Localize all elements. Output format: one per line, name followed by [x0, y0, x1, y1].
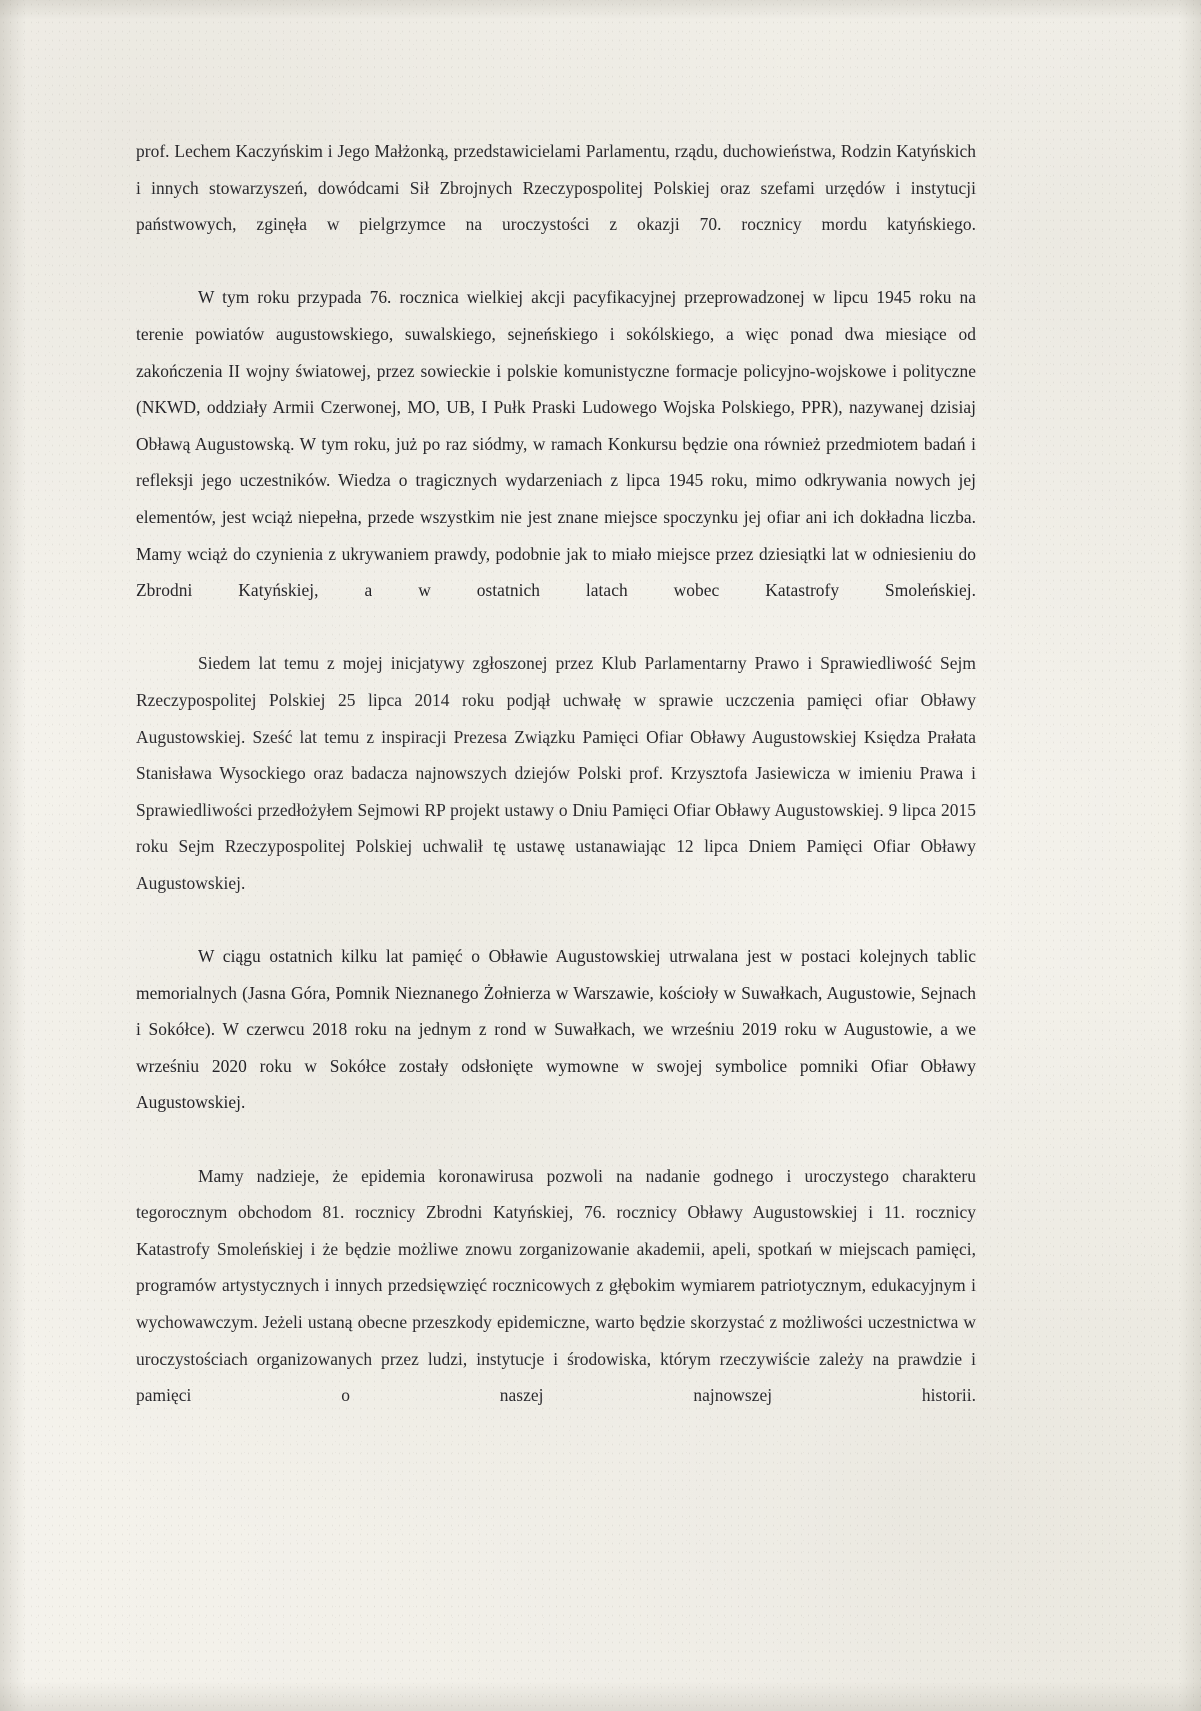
paragraph-2: W tym roku przypada 76. rocznica wielkiej akcji pacyfikacyjnej przeprowadzonej w lipcu 1945 roku na terenie powiatów augustowskiego, suwalskiego, sejneńskiego i sokólskiego, a więc ponad dwa miesiące od zakończenia II wojny światowej, przez sowieckie i polskie komunistyczne formacje policyjno-wojskowe i polityczne (NKWD, oddziały Armii Czerwonej, MO, UB, I Pułk Praski Ludowego Wojska Polskiego, PPR), nazywanej dzisiaj Obławą Augustowską. W tym roku, już po raz siódmy, w ramach Konkursu będzie ona również przedmiotem badań i refleksji jego uczestników. Wiedza o tragicznych wydarzeniach z lipca 1945 roku, mimo odkrywania nowych jej elementów, jest wciąż niepełna, przede wszystkim nie jest znane miejsce spoczynku jej ofiar ani ich dokładna liczba. Mamy wciąż do czynienia z ukrywaniem prawdy, podobnie jak to miało miejsce przez dziesiątki lat w odniesieniu do Zbrodni Katyńskiej, a w ostatnich latach wobec Katastrofy Smoleńskiej.: [136, 287, 976, 601]
scan-edge-right: [1179, 0, 1201, 1711]
scan-edge-left: [0, 0, 26, 1711]
paragraph-4: W ciągu ostatnich kilku lat pamięć o Obławie Augustowskiej utrwalana jest w postaci kolejnych tablic memorialnych (Jasna Góra, Pomnik Nieznanego Żołnierza w Warszawie, kościoły w Suwałkach, Augustowie, Sejnach i Sokółce). W czerwcu 2018 roku na jednym z rond w Suwałkach, we wrześniu 2019 roku w Augustowie, a we wrześniu 2020 roku w Sokółce zostały odsłonięte wymowne w swojej symbolice pomniki Ofiar Obławy Augustowskiej.: [136, 946, 976, 1113]
document-text-body: [136, 133, 976, 1450]
paragraph-1: prof. Lechem Kaczyńskim i Jego Małżonką, przedstawicielami Parlamentu, rządu, duchowieństwa, Rodzin Katyńskich i innych stowarzyszeń, dowódcami Sił Zbrojnych Rzeczypospolitej Polskiej oraz szefami urzędów i instytucji państwowych, zginęła w pielgrzymce na uroczystości z okazji 70. rocznicy mordu katyńskiego.: [136, 141, 976, 235]
scan-edge-top: [0, 0, 1201, 20]
paragraph-5: Mamy nadzieje, że epidemia koronawirusa pozwoli na nadanie godnego i uroczystego charakteru tegorocznym obchodom 81. rocznicy Zbrodni Katyńskiej, 76. rocznicy Obławy Augustowskiej i 11. rocznicy Katastrofy Smoleńskiej i że będzie możliwe znowu zorganizowanie akademii, apeli, spotkań w miejscach pamięci, programów artystycznych i innych przedsięwzięć rocznicowych z głębokim wymiarem patriotycznym, edukacyjnym i wychowawczym. Jeżeli ustaną obecne przeszkody epidemiczne, warto będzie skorzystać z możliwości uczestnictwa w uroczystościach organizowanych przez ludzi, instytucje i środowiska, którym rzeczywiście zależy na prawdzie i pamięci o naszej najnowszej historii.: [136, 1165, 976, 1406]
paragraph-3: Siedem lat temu z mojej inicjatywy zgłoszonej przez Klub Parlamentarny Prawo i Sprawiedliwość Sejm Rzeczypospolitej Polskiej 25 lipca 2014 roku podjął uchwałę w sprawie uczczenia pamięci ofiar Obławy Augustowskiej. Sześć lat temu z inspiracji Prezesa Związku Pamięci Ofiar Obławy Augustowskiej Księdza Prałata Stanisława Wysockiego oraz badacza najnowszych dziejów Polski prof. Krzysztofa Jasiewicza w imieniu Prawa i Sprawiedliwości przedłożyłem Sejmowi RP projekt ustawy o Dniu Pamięci Ofiar Obławy Augustowskiej. 9 lipca 2015 roku Sejm Rzeczypospolitej Polskiej uchwalił tę ustawę ustanawiając 12 lipca Dniem Pamięci Ofiar Obławy Augustowskiej.: [136, 653, 976, 893]
scan-edge-bottom: [0, 1681, 1201, 1711]
